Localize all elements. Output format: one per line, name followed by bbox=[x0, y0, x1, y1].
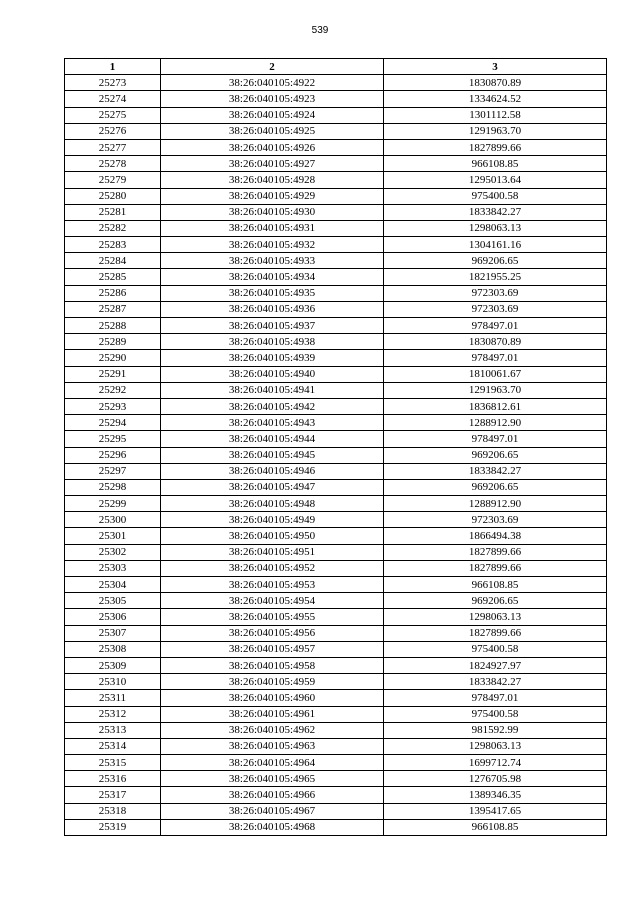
value-cell: 969206.65 bbox=[384, 253, 607, 269]
cadastral-number-cell: 38:26:040105:4963 bbox=[161, 738, 384, 754]
value-cell: 969206.65 bbox=[384, 593, 607, 609]
value-cell: 966108.85 bbox=[384, 819, 607, 835]
table-row bbox=[65, 301, 607, 317]
row-number-cell: 25283 bbox=[65, 237, 161, 253]
value-cell: 1810061.67 bbox=[384, 366, 607, 382]
cadastral-number-cell: 38:26:040105:4937 bbox=[161, 318, 384, 334]
row-number-cell: 25302 bbox=[65, 544, 161, 560]
table-row bbox=[65, 237, 607, 253]
row-number-cell: 25309 bbox=[65, 657, 161, 673]
cadastral-number-cell: 38:26:040105:4953 bbox=[161, 577, 384, 593]
table-row bbox=[65, 123, 607, 139]
cadastral-number-cell: 38:26:040105:4941 bbox=[161, 382, 384, 398]
row-number-cell: 25289 bbox=[65, 334, 161, 350]
table-row bbox=[65, 722, 607, 738]
table-row bbox=[65, 609, 607, 625]
value-cell: 978497.01 bbox=[384, 318, 607, 334]
row-number-cell: 25316 bbox=[65, 771, 161, 787]
row-number-cell: 25273 bbox=[65, 75, 161, 91]
cadastral-number-cell: 38:26:040105:4949 bbox=[161, 512, 384, 528]
value-cell: 1298063.13 bbox=[384, 738, 607, 754]
cadastral-number-cell: 38:26:040105:4931 bbox=[161, 220, 384, 236]
value-cell: 978497.01 bbox=[384, 690, 607, 706]
row-number-cell: 25299 bbox=[65, 496, 161, 512]
row-number-cell: 25298 bbox=[65, 479, 161, 495]
table-row bbox=[65, 91, 607, 107]
cadastral-number-cell: 38:26:040105:4930 bbox=[161, 204, 384, 220]
table-row bbox=[65, 334, 607, 350]
value-cell: 1830870.89 bbox=[384, 334, 607, 350]
row-number-cell: 25296 bbox=[65, 447, 161, 463]
row-number-cell: 25288 bbox=[65, 318, 161, 334]
value-cell: 1298063.13 bbox=[384, 609, 607, 625]
cadastral-number-cell: 38:26:040105:4929 bbox=[161, 188, 384, 204]
table-row bbox=[65, 641, 607, 657]
page-number: 539 bbox=[311, 25, 329, 36]
value-cell: 1288912.90 bbox=[384, 415, 607, 431]
row-number-cell: 25278 bbox=[65, 156, 161, 172]
value-cell: 1395417.65 bbox=[384, 803, 607, 819]
cadastral-number-cell: 38:26:040105:4964 bbox=[161, 755, 384, 771]
value-cell: 972303.69 bbox=[384, 285, 607, 301]
cadastral-number-cell: 38:26:040105:4928 bbox=[161, 172, 384, 188]
table-row bbox=[65, 706, 607, 722]
cadastral-number-cell: 38:26:040105:4965 bbox=[161, 771, 384, 787]
table-row bbox=[65, 593, 607, 609]
value-cell: 981592.99 bbox=[384, 722, 607, 738]
row-number-cell: 25301 bbox=[65, 528, 161, 544]
column-header: 1 bbox=[65, 59, 161, 75]
cadastral-number-cell: 38:26:040105:4954 bbox=[161, 593, 384, 609]
table-row bbox=[65, 75, 607, 91]
row-number-cell: 25313 bbox=[65, 722, 161, 738]
cadastral-number-cell: 38:26:040105:4959 bbox=[161, 674, 384, 690]
table-row bbox=[65, 819, 607, 835]
cadastral-number-cell: 38:26:040105:4966 bbox=[161, 787, 384, 803]
value-cell: 975400.58 bbox=[384, 188, 607, 204]
table-row bbox=[65, 269, 607, 285]
table-row bbox=[65, 139, 607, 155]
table-row bbox=[65, 771, 607, 787]
table-row bbox=[65, 512, 607, 528]
table-row bbox=[65, 431, 607, 447]
value-cell: 1276705.98 bbox=[384, 771, 607, 787]
table-row bbox=[65, 738, 607, 754]
row-number-cell: 25276 bbox=[65, 123, 161, 139]
table-row bbox=[65, 398, 607, 414]
row-number-cell: 25290 bbox=[65, 350, 161, 366]
cadastral-number-cell: 38:26:040105:4950 bbox=[161, 528, 384, 544]
row-number-cell: 25318 bbox=[65, 803, 161, 819]
cadastral-number-cell: 38:26:040105:4967 bbox=[161, 803, 384, 819]
table-row bbox=[65, 188, 607, 204]
value-cell: 978497.01 bbox=[384, 350, 607, 366]
row-number-cell: 25286 bbox=[65, 285, 161, 301]
value-cell: 1830870.89 bbox=[384, 75, 607, 91]
table-row bbox=[65, 803, 607, 819]
table-row bbox=[65, 366, 607, 382]
cadastral-number-cell: 38:26:040105:4936 bbox=[161, 301, 384, 317]
value-cell: 1833842.27 bbox=[384, 204, 607, 220]
table-row bbox=[65, 690, 607, 706]
row-number-cell: 25317 bbox=[65, 787, 161, 803]
table-row bbox=[65, 577, 607, 593]
row-number-cell: 25305 bbox=[65, 593, 161, 609]
row-number-cell: 25274 bbox=[65, 91, 161, 107]
value-cell: 1295013.64 bbox=[384, 172, 607, 188]
table-row bbox=[65, 463, 607, 479]
row-number-cell: 25287 bbox=[65, 301, 161, 317]
cadastral-number-cell: 38:26:040105:4922 bbox=[161, 75, 384, 91]
cadastral-number-cell: 38:26:040105:4940 bbox=[161, 366, 384, 382]
cadastral-number-cell: 38:26:040105:4952 bbox=[161, 560, 384, 576]
value-cell: 969206.65 bbox=[384, 447, 607, 463]
row-number-cell: 25282 bbox=[65, 220, 161, 236]
value-cell: 1334624.52 bbox=[384, 91, 607, 107]
row-number-cell: 25314 bbox=[65, 738, 161, 754]
value-cell: 1821955.25 bbox=[384, 269, 607, 285]
row-number-cell: 25304 bbox=[65, 577, 161, 593]
table-row bbox=[65, 382, 607, 398]
value-cell: 969206.65 bbox=[384, 479, 607, 495]
value-cell: 1827899.66 bbox=[384, 560, 607, 576]
table-row bbox=[65, 544, 607, 560]
cadastral-number-cell: 38:26:040105:4942 bbox=[161, 398, 384, 414]
value-cell: 975400.58 bbox=[384, 706, 607, 722]
row-number-cell: 25280 bbox=[65, 188, 161, 204]
value-cell: 1827899.66 bbox=[384, 544, 607, 560]
table-row bbox=[65, 156, 607, 172]
value-cell: 972303.69 bbox=[384, 512, 607, 528]
row-number-cell: 25275 bbox=[65, 107, 161, 123]
cadastral-number-cell: 38:26:040105:4955 bbox=[161, 609, 384, 625]
row-number-cell: 25291 bbox=[65, 366, 161, 382]
value-cell: 1291963.70 bbox=[384, 382, 607, 398]
data-table bbox=[64, 58, 607, 836]
value-cell: 975400.58 bbox=[384, 641, 607, 657]
column-header: 3 bbox=[384, 59, 607, 75]
column-header: 2 bbox=[161, 59, 384, 75]
cadastral-number-cell: 38:26:040105:4956 bbox=[161, 625, 384, 641]
row-number-cell: 25311 bbox=[65, 690, 161, 706]
row-number-cell: 25303 bbox=[65, 560, 161, 576]
row-number-cell: 25281 bbox=[65, 204, 161, 220]
row-number-cell: 25319 bbox=[65, 819, 161, 835]
value-cell: 1827899.66 bbox=[384, 625, 607, 641]
table-row bbox=[65, 755, 607, 771]
cadastral-number-cell: 38:26:040105:4958 bbox=[161, 657, 384, 673]
cadastral-number-cell: 38:26:040105:4923 bbox=[161, 91, 384, 107]
value-cell: 1304161.16 bbox=[384, 237, 607, 253]
value-cell: 1699712.74 bbox=[384, 755, 607, 771]
table-row bbox=[65, 172, 607, 188]
table-row bbox=[65, 787, 607, 803]
table-row bbox=[65, 220, 607, 236]
row-number-cell: 25295 bbox=[65, 431, 161, 447]
cadastral-number-cell: 38:26:040105:4933 bbox=[161, 253, 384, 269]
row-number-cell: 25300 bbox=[65, 512, 161, 528]
row-number-cell: 25279 bbox=[65, 172, 161, 188]
table-row bbox=[65, 204, 607, 220]
row-number-cell: 25307 bbox=[65, 625, 161, 641]
value-cell: 1824927.97 bbox=[384, 657, 607, 673]
value-cell: 972303.69 bbox=[384, 301, 607, 317]
cadastral-number-cell: 38:26:040105:4934 bbox=[161, 269, 384, 285]
row-number-cell: 25284 bbox=[65, 253, 161, 269]
value-cell: 966108.85 bbox=[384, 156, 607, 172]
row-number-cell: 25308 bbox=[65, 641, 161, 657]
row-number-cell: 25277 bbox=[65, 139, 161, 155]
row-number-cell: 25310 bbox=[65, 674, 161, 690]
cadastral-number-cell: 38:26:040105:4945 bbox=[161, 447, 384, 463]
cadastral-number-cell: 38:26:040105:4960 bbox=[161, 690, 384, 706]
value-cell: 1833842.27 bbox=[384, 463, 607, 479]
row-number-cell: 25315 bbox=[65, 755, 161, 771]
cadastral-number-cell: 38:26:040105:4926 bbox=[161, 139, 384, 155]
table-row bbox=[65, 528, 607, 544]
value-cell: 1866494.38 bbox=[384, 528, 607, 544]
row-number-cell: 25292 bbox=[65, 382, 161, 398]
table-row bbox=[65, 674, 607, 690]
table-row bbox=[65, 253, 607, 269]
value-cell: 1291963.70 bbox=[384, 123, 607, 139]
table-header-row bbox=[65, 59, 607, 75]
value-cell: 1833842.27 bbox=[384, 674, 607, 690]
row-number-cell: 25293 bbox=[65, 398, 161, 414]
cadastral-number-cell: 38:26:040105:4927 bbox=[161, 156, 384, 172]
table-row bbox=[65, 560, 607, 576]
cadastral-number-cell: 38:26:040105:4924 bbox=[161, 107, 384, 123]
cadastral-number-cell: 38:26:040105:4961 bbox=[161, 706, 384, 722]
cadastral-number-cell: 38:26:040105:4968 bbox=[161, 819, 384, 835]
row-number-cell: 25306 bbox=[65, 609, 161, 625]
value-cell: 1827899.66 bbox=[384, 139, 607, 155]
table-row bbox=[65, 496, 607, 512]
cadastral-number-cell: 38:26:040105:4951 bbox=[161, 544, 384, 560]
value-cell: 1298063.13 bbox=[384, 220, 607, 236]
value-cell: 966108.85 bbox=[384, 577, 607, 593]
table-row bbox=[65, 625, 607, 641]
cadastral-number-cell: 38:26:040105:4948 bbox=[161, 496, 384, 512]
table-row bbox=[65, 479, 607, 495]
cadastral-number-cell: 38:26:040105:4947 bbox=[161, 479, 384, 495]
table-row bbox=[65, 447, 607, 463]
cadastral-number-cell: 38:26:040105:4944 bbox=[161, 431, 384, 447]
cadastral-number-cell: 38:26:040105:4935 bbox=[161, 285, 384, 301]
cadastral-number-cell: 38:26:040105:4939 bbox=[161, 350, 384, 366]
table-row bbox=[65, 285, 607, 301]
row-number-cell: 25297 bbox=[65, 463, 161, 479]
cadastral-number-cell: 38:26:040105:4962 bbox=[161, 722, 384, 738]
value-cell: 1288912.90 bbox=[384, 496, 607, 512]
table-row bbox=[65, 318, 607, 334]
value-cell: 1301112.58 bbox=[384, 107, 607, 123]
cadastral-number-cell: 38:26:040105:4932 bbox=[161, 237, 384, 253]
table-row bbox=[65, 350, 607, 366]
value-cell: 1836812.61 bbox=[384, 398, 607, 414]
table-row bbox=[65, 657, 607, 673]
cadastral-number-cell: 38:26:040105:4946 bbox=[161, 463, 384, 479]
cadastral-number-cell: 38:26:040105:4938 bbox=[161, 334, 384, 350]
table-body bbox=[65, 75, 607, 836]
table-row bbox=[65, 415, 607, 431]
cadastral-number-cell: 38:26:040105:4925 bbox=[161, 123, 384, 139]
table-row bbox=[65, 107, 607, 123]
row-number-cell: 25294 bbox=[65, 415, 161, 431]
row-number-cell: 25312 bbox=[65, 706, 161, 722]
cadastral-number-cell: 38:26:040105:4957 bbox=[161, 641, 384, 657]
cadastral-number-cell: 38:26:040105:4943 bbox=[161, 415, 384, 431]
value-cell: 978497.01 bbox=[384, 431, 607, 447]
row-number-cell: 25285 bbox=[65, 269, 161, 285]
value-cell: 1389346.35 bbox=[384, 787, 607, 803]
